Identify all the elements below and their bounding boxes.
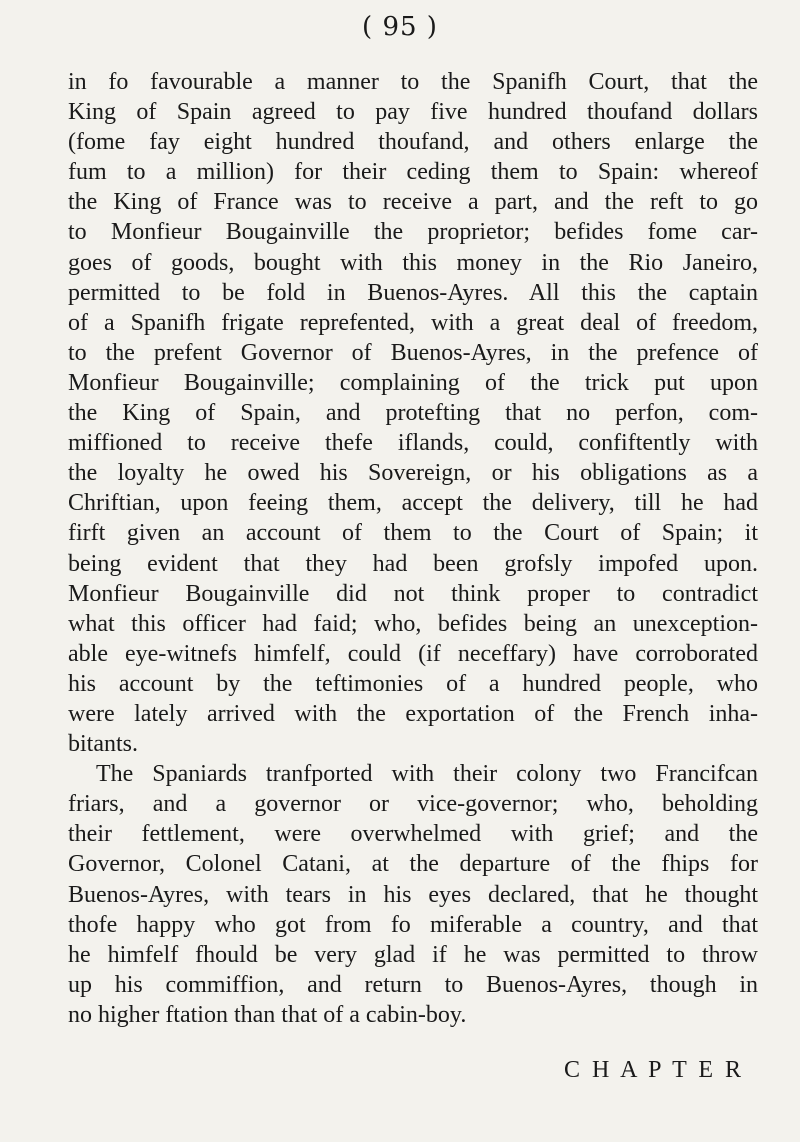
text-line: Monfieur Bougainville; complaining of the trick put upon bbox=[68, 369, 758, 396]
text-line: to Monfieur Bougainville the proprietor; befides fome car- bbox=[68, 219, 758, 246]
text-line: able eye-witnefs himfelf, could (if neceffary) have corroborated bbox=[68, 640, 758, 667]
text-line: being evident that they had been grofsly impofed upon. bbox=[68, 550, 758, 577]
text-line: firft given an account of them to the Court of Spain; it bbox=[68, 520, 758, 547]
text-line: of a Spanifh frigate reprefented, with a great deal of freedom, bbox=[68, 309, 758, 336]
text-line: the loyalty he owed his Sovereign, or his obligations as a bbox=[68, 460, 758, 487]
text-line: what this officer had faid; who, befides being an unexception- bbox=[68, 610, 758, 637]
text-line: bitants. bbox=[68, 731, 138, 758]
text-line: to the prefent Governor of Buenos-Ayres, in the prefence of bbox=[68, 339, 758, 366]
text-line: the King of France was to receive a part, and the reft to go bbox=[68, 189, 758, 216]
text-line: permitted to be fold in Buenos-Ayres. All this the captain bbox=[68, 279, 758, 306]
text-line: Buenos-Ayres, with tears in his eyes declared, that he thought bbox=[68, 881, 758, 908]
text-line: his account by the teftimonies of a hundred people, who bbox=[68, 670, 758, 697]
text-line: in fo favourable a manner to the Spanifh Court, that the bbox=[68, 69, 758, 95]
text-line: were lately arrived with the exportation of the French inha- bbox=[68, 700, 758, 727]
catchword: C H A P T E R bbox=[564, 1057, 744, 1083]
text-line: Chriftian, upon feeing them, accept the delivery, till he had bbox=[68, 490, 758, 517]
text-line: Governor, Colonel Catani, at the departure of the fhips for bbox=[68, 851, 758, 878]
paragraph-2 bbox=[68, 759, 758, 1030]
text-line: Monfieur Bougainville did not think proper to contradict bbox=[68, 580, 758, 607]
text-line: friars, and a governor or vice-governor; who, beholding bbox=[68, 791, 758, 818]
text-line: miffioned to receive thefe iflands, could, confiftently with bbox=[68, 430, 758, 457]
page-number: ( 95 ) bbox=[362, 12, 438, 42]
text-line: fum to a million) for their ceding them to Spain: whereof bbox=[68, 159, 758, 186]
text-line: up his commiffion, and return to Buenos-Ayres, though in bbox=[68, 971, 758, 998]
paragraph-1 bbox=[68, 67, 758, 759]
text-line: he himfelf fhould be very glad if he was permitted to throw bbox=[68, 941, 758, 968]
text-line: their fettlement, were overwhelmed with grief; and the bbox=[68, 821, 758, 848]
text-line: the King of Spain, and protefting that no perfon, com- bbox=[68, 400, 758, 427]
text-line: thofe happy who got from fo miferable a country, and that bbox=[68, 911, 758, 938]
text-line: goes of goods, bought with this money in the Rio Janeiro, bbox=[68, 249, 758, 276]
text-line: (fome fay eight hundred thoufand, and others enlarge the bbox=[68, 129, 758, 156]
text-line: King of Spain agreed to pay five hundred thoufand dollars bbox=[68, 99, 758, 126]
text-line: The Spaniards tranfported with their colony two Francifcan bbox=[96, 761, 758, 788]
text-line: no higher ftation than that of a cabin-boy. bbox=[68, 1001, 467, 1028]
body-text bbox=[68, 67, 758, 1030]
